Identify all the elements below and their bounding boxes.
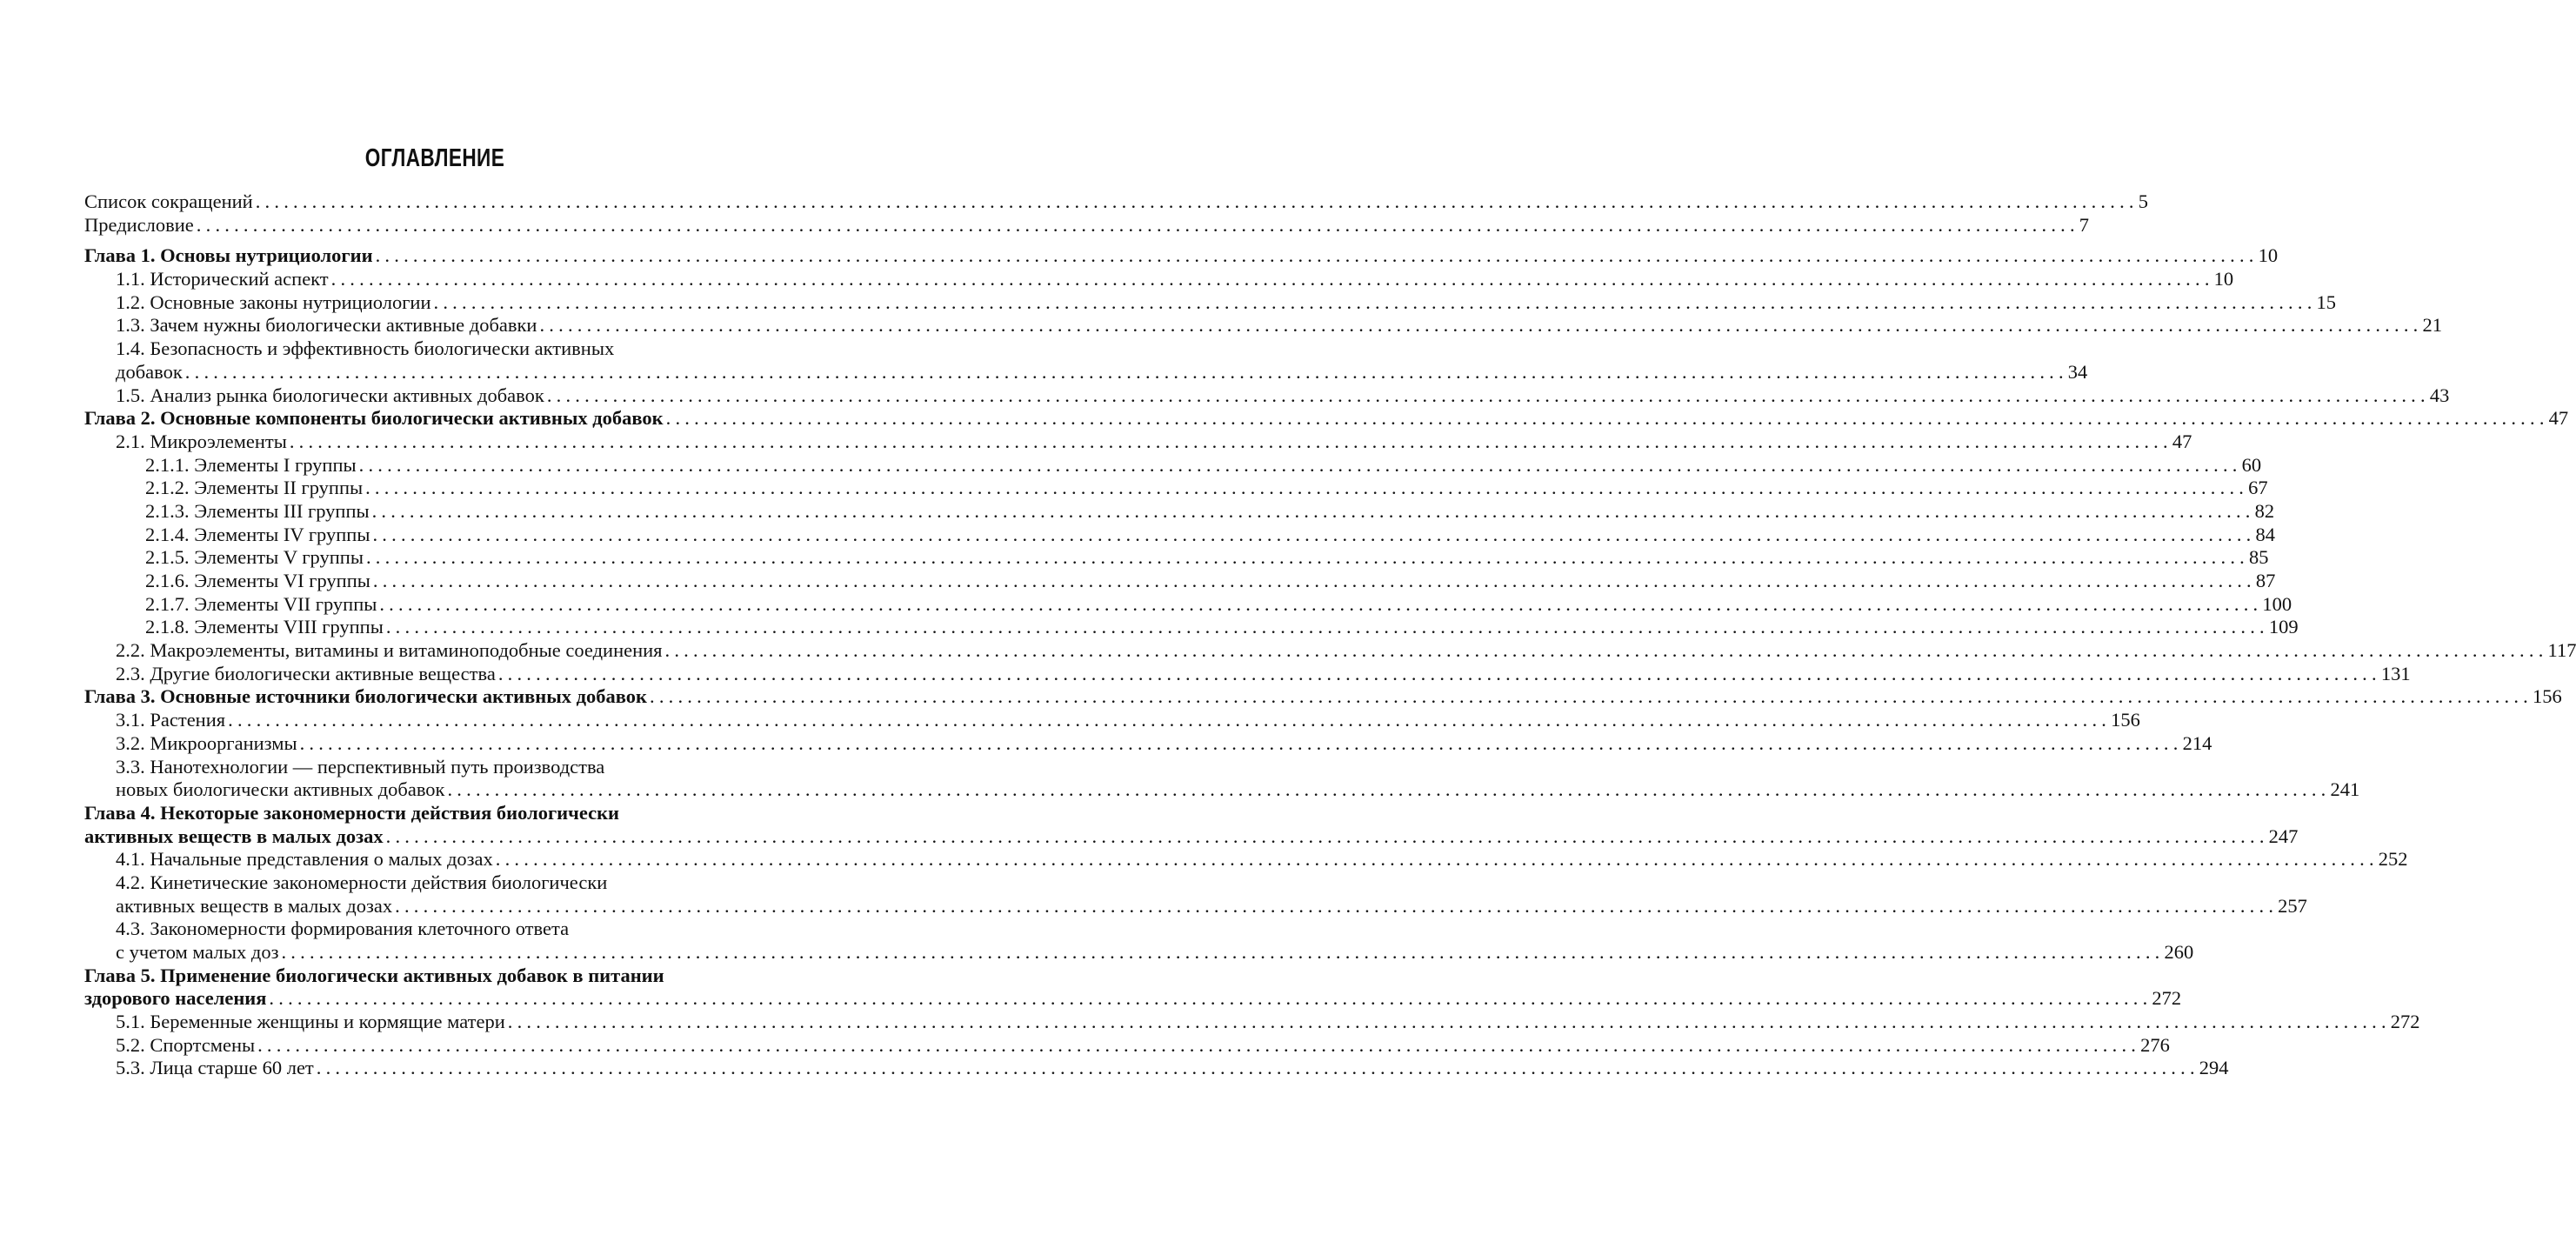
- page-number: 85: [2248, 546, 2269, 569]
- page-number: 67: [2248, 477, 2268, 499]
- toc-section[interactable]: [84, 337, 2088, 384]
- dot-leader: ........................................................................................................................................................................................................: [330, 268, 2214, 290]
- page-number: 252: [2378, 848, 2408, 871]
- page-number: 15: [2316, 290, 2337, 313]
- toc-section[interactable]: [84, 918, 2194, 964]
- toc-chapter[interactable]: [84, 685, 2562, 709]
- dot-leader: ........................................................................................................................................................................................................: [497, 662, 2381, 684]
- toc-entry-title: 1.4. Безопасность и эффективность биологически активных: [116, 337, 615, 360]
- toc-entry-title: Глава 2. Основные компоненты биологически активных добавок: [84, 407, 664, 430]
- toc-section[interactable]: [84, 662, 2411, 686]
- page-title: ОГЛАВЛЕНИЕ: [364, 144, 505, 172]
- toc-entry-title: новых биологически активных добавок: [116, 778, 445, 801]
- dot-leader: ........................................................................................................................................................................................................: [184, 360, 2068, 383]
- page-number: 34: [2067, 360, 2088, 383]
- toc-section[interactable]: [84, 1057, 2229, 1080]
- toc-section[interactable]: [84, 1033, 2170, 1058]
- dot-leader: ........................................................................................................................................................................................................: [447, 778, 2331, 801]
- dot-leader: ........................................................................................................................................................................................................: [507, 1011, 2391, 1033]
- toc-section[interactable]: [84, 384, 2450, 408]
- toc-entry-title: 1.3. Зачем нужны биологически активные добавки: [116, 314, 537, 337]
- dot-leader: ........................................................................................................................................................................................................: [257, 1033, 2141, 1056]
- toc-entry-title: Глава 1. Основы нутрициологии: [84, 244, 373, 267]
- page-number: 214: [2182, 731, 2212, 754]
- toc-entry-title: Предисловие: [84, 213, 194, 236]
- dot-leader: ........................................................................................................................................................................................................: [546, 384, 2430, 406]
- toc-entry-title: 2.1. Микроэлементы: [116, 430, 287, 452]
- page-number: 117: [2547, 639, 2576, 662]
- toc-section[interactable]: [84, 639, 2576, 663]
- toc-entry-title: Глава 5. Применение биологически активных добавок в питании: [84, 964, 664, 986]
- dot-leader: ........................................................................................................................................................................................................: [665, 407, 2549, 430]
- dot-leader: ........................................................................................................................................................................................................: [299, 731, 2183, 754]
- toc-entry-title: 2.1.1. Элементы I группы: [145, 453, 357, 476]
- page-number: 260: [2164, 941, 2194, 963]
- page-number: 109: [2268, 616, 2299, 638]
- toc-entry-title: добавок: [116, 360, 183, 383]
- table-of-contents: [84, 190, 2576, 1080]
- dot-leader: ........................................................................................................................................................................................................: [495, 848, 2379, 871]
- toc-section[interactable]: [84, 499, 2275, 524]
- toc-entry-title: 5.2. Спортсмены: [116, 1033, 256, 1056]
- page-number: 47: [2548, 407, 2569, 430]
- page-number: 60: [2241, 453, 2262, 476]
- page-number: 10: [2258, 244, 2279, 267]
- dot-leader: ........................................................................................................................................................................................................: [316, 1057, 2199, 1079]
- dot-leader: ........................................................................................................................................................................................................: [664, 639, 2548, 662]
- toc-chapter[interactable]: [84, 407, 2569, 431]
- toc-section[interactable]: [84, 430, 2192, 454]
- page-number: 257: [2278, 894, 2307, 917]
- toc-entry-title: Глава 4. Некоторые закономерности действия биологически: [84, 801, 620, 824]
- dot-leader: ........................................................................................................................................................................................................: [196, 213, 2079, 236]
- toc-entry-title: Список сокращений: [84, 190, 253, 212]
- toc-entry-title: 1.1. Исторический аспект: [116, 268, 329, 290]
- toc-section[interactable]: [84, 871, 2307, 918]
- dot-leader: ........................................................................................................................................................................................................: [365, 477, 2249, 499]
- page-number: 156: [2533, 685, 2562, 708]
- toc-section[interactable]: [84, 709, 2140, 732]
- toc-entry-title: 2.3. Другие биологически активные вещества: [116, 662, 496, 684]
- toc-entry-title: 5.3. Лица старше 60 лет: [116, 1057, 314, 1079]
- page-number: 21: [2422, 314, 2442, 337]
- toc-entry-title: 4.3. Закономерности формирования клеточного ответа: [116, 918, 570, 940]
- dot-leader: ........................................................................................................................................................................................................: [281, 941, 2165, 963]
- toc-entry-title: 2.1.3. Элементы III группы: [145, 499, 370, 522]
- toc-entry-title: с учетом малых доз: [116, 941, 279, 963]
- page-number: 100: [2262, 592, 2292, 615]
- dot-leader: ........................................................................................................................................................................................................: [433, 290, 2317, 313]
- dot-leader: ........................................................................................................................................................................................................: [385, 824, 2269, 847]
- page-number: 10: [2213, 268, 2234, 290]
- toc-entry-title: активных веществ в малых дозах: [116, 894, 393, 917]
- toc-section[interactable]: [84, 523, 2275, 547]
- toc-section[interactable]: [84, 755, 2360, 802]
- toc-entry-title: 2.1.7. Элементы VII группы: [145, 592, 377, 615]
- toc-section[interactable]: [84, 592, 2292, 617]
- toc-entry-title: 4.2. Кинетические закономерности действия биологически: [116, 871, 608, 893]
- page-number: 43: [2429, 384, 2450, 406]
- toc-entry-title: 2.1.2. Элементы II группы: [145, 477, 364, 499]
- dot-leader: ........................................................................................................................................................................................................: [269, 987, 2152, 1010]
- dot-leader: ........................................................................................................................................................................................................: [379, 592, 2263, 615]
- toc-section[interactable]: [84, 314, 2442, 337]
- page-number: 5: [2138, 190, 2148, 212]
- page-number: 7: [2079, 213, 2090, 236]
- toc-section[interactable]: [84, 453, 2262, 477]
- toc-chapter[interactable]: [84, 801, 2299, 848]
- page-number: 131: [2380, 662, 2411, 684]
- dot-leader: ........................................................................................................................................................................................................: [385, 616, 2269, 638]
- toc-section[interactable]: [84, 1011, 2420, 1034]
- dot-leader: ........................................................................................................................................................................................................: [365, 546, 2249, 569]
- page-number: 272: [2152, 987, 2182, 1010]
- toc-section[interactable]: [84, 616, 2299, 639]
- dot-leader: ........................................................................................................................................................................................................: [289, 430, 2172, 452]
- dot-leader: ........................................................................................................................................................................................................: [375, 244, 2259, 267]
- page-number: 82: [2254, 499, 2275, 522]
- dot-leader: ........................................................................................................................................................................................................: [395, 894, 2279, 917]
- dot-leader: ........................................................................................................................................................................................................: [539, 314, 2423, 337]
- toc-entry-title: 1.5. Анализ рынка биологически активных добавок: [116, 384, 544, 406]
- toc-entry-title: 2.2. Макроэлементы, витамины и витаминоподобные соединения: [116, 639, 663, 662]
- page-number: 87: [2255, 570, 2276, 591]
- toc-entry-title: 5.1. Беременные женщины и кормящие матери: [116, 1011, 505, 1033]
- dot-leader: ........................................................................................................................................................................................................: [358, 453, 2242, 476]
- toc-section[interactable]: [84, 848, 2408, 871]
- dot-leader: ........................................................................................................................................................................................................: [371, 499, 2255, 522]
- dot-leader: ........................................................................................................................................................................................................: [372, 523, 2256, 545]
- toc-entry-title: активных веществ в малых дозах: [84, 824, 384, 847]
- toc-section[interactable]: [84, 570, 2276, 593]
- page-number: 276: [2140, 1033, 2170, 1056]
- toc-section[interactable]: [84, 477, 2268, 500]
- toc-entry-title: здорового населения: [84, 987, 267, 1010]
- toc-entry[interactable]: [84, 190, 2148, 214]
- toc-section[interactable]: [84, 546, 2269, 570]
- page-number: 47: [2172, 430, 2192, 452]
- toc-entry-title: 3.2. Микроорганизмы: [116, 731, 297, 754]
- toc-entry-title: 2.1.6. Элементы VI группы: [145, 570, 370, 591]
- dot-leader: ........................................................................................................................................................................................................: [650, 685, 2533, 708]
- toc-entry-title: 4.1. Начальные представления о малых дозах: [116, 848, 493, 871]
- toc-section[interactable]: [84, 731, 2212, 756]
- toc-entry-title: 2.1.8. Элементы VIII группы: [145, 616, 384, 638]
- toc-section[interactable]: [84, 290, 2337, 315]
- dot-leader: ........................................................................................................................................................................................................: [255, 190, 2139, 212]
- page-number: 272: [2390, 1011, 2420, 1033]
- toc-entry-title: 1.2. Основные законы нутрициологии: [116, 290, 431, 313]
- toc-entry-title: 2.1.4. Элементы IV группы: [145, 523, 370, 545]
- toc-chapter[interactable]: [84, 244, 2279, 268]
- dot-leader: ........................................................................................................................................................................................................: [372, 570, 2256, 591]
- toc-entry-title: 2.1.5. Элементы V группы: [145, 546, 364, 569]
- page-number: 84: [2255, 523, 2275, 545]
- toc-entry-title: 3.1. Растения: [116, 709, 226, 731]
- dot-leader: ........................................................................................................................................................................................................: [228, 709, 2112, 731]
- page-number: 156: [2111, 709, 2140, 731]
- toc-entry-title: 3.3. Нанотехнологии — перспективный путь производства: [116, 755, 605, 778]
- toc-chapter[interactable]: [84, 964, 2182, 1011]
- page-number: 241: [2330, 778, 2360, 801]
- toc-entry[interactable]: [84, 213, 2090, 237]
- toc-entry-title: Глава 3. Основные источники биологически активных добавок: [84, 685, 647, 708]
- page-number: 247: [2268, 824, 2299, 847]
- page-number: 294: [2199, 1057, 2229, 1079]
- toc-section[interactable]: [84, 268, 2234, 291]
